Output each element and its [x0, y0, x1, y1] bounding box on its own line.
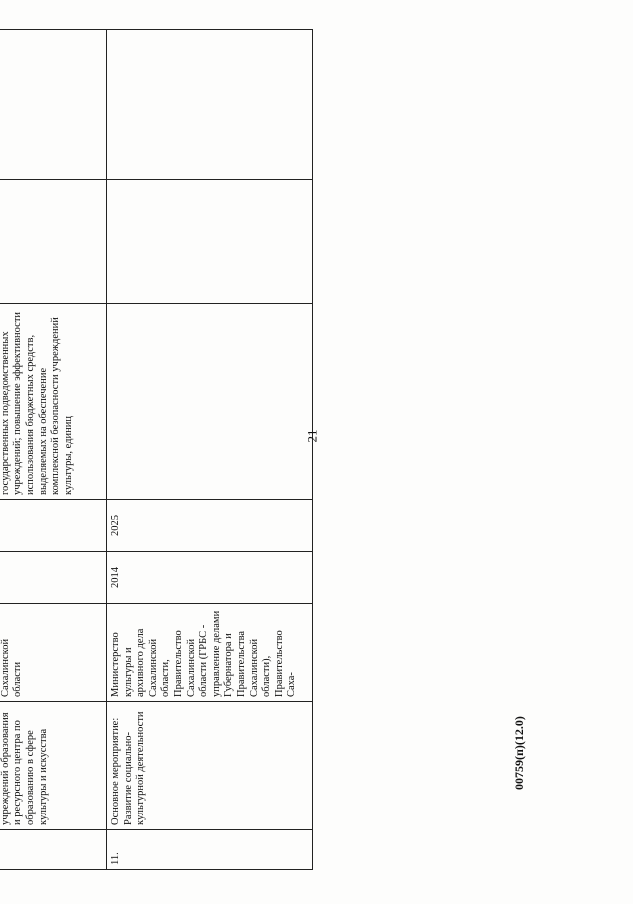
row-executor: Министерство культуры и архивного дела Сахалинской области, Правительство Сахалинской области (ГРБС - управление делами Губернатора и Правительства Сахалинской области), Правительство Саха- [107, 604, 313, 702]
row-link [0, 30, 107, 180]
row-num: 11. [107, 830, 313, 870]
row-executor: Сахалинской области [0, 604, 107, 702]
row-name: учреждений образования и ресурсного центра по образованию в сфере культуры и искусства [0, 702, 107, 830]
row-desc: государственных подведомственных учреждений; повышение эффективности использования бюджетных средств, выделяемых на обеспечение комплексной безопасности учреждений культуры, единиц [0, 304, 107, 500]
row-num [0, 830, 107, 870]
row-link [107, 30, 313, 180]
measures-table [0, 29, 313, 870]
rotated-table-frame [0, 30, 322, 870]
table-row [107, 30, 313, 870]
table-row [0, 30, 107, 870]
row-end [0, 500, 107, 552]
document-code: 00759(п)(12.0) [512, 716, 526, 790]
row-end: 2025 [107, 500, 313, 552]
row-desc [107, 304, 313, 500]
row-name: Основное мероприятие: Развитие социально-культурной деятельности [107, 702, 313, 830]
row-value [0, 180, 107, 304]
row-value [107, 180, 313, 304]
page-number: 21 [304, 429, 320, 443]
row-start [0, 552, 107, 604]
row-start: 2014 [107, 552, 313, 604]
